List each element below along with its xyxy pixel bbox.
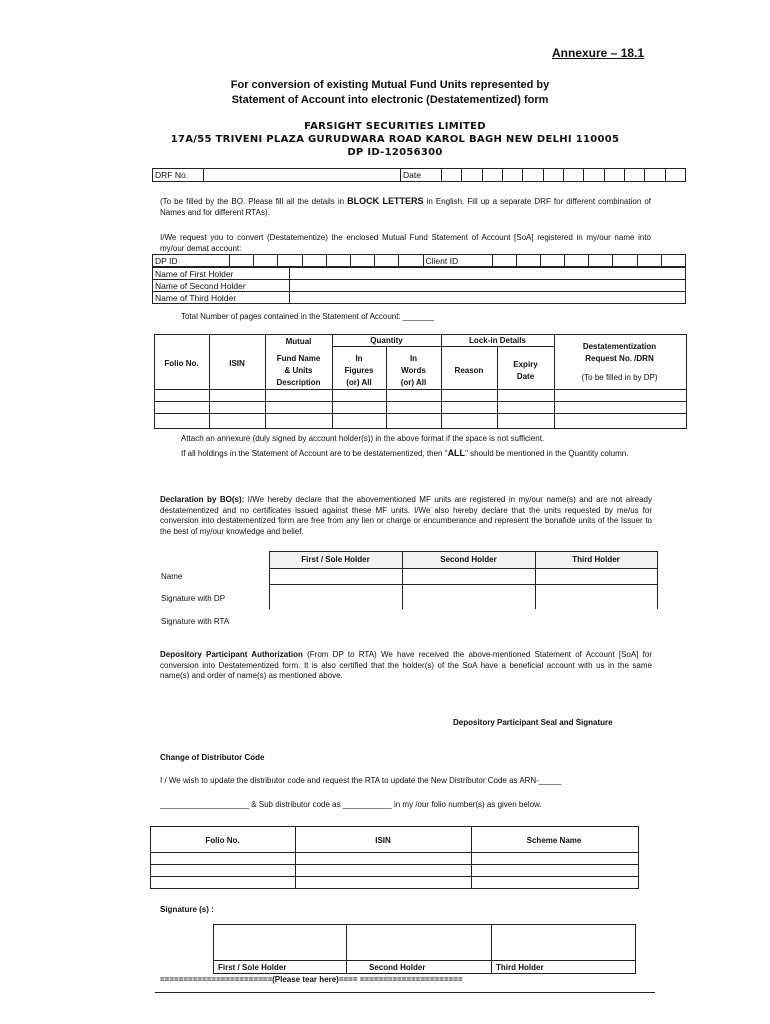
second-holder-field[interactable] [290, 280, 686, 292]
date-box[interactable] [624, 169, 644, 182]
date-box[interactable] [584, 169, 604, 182]
sign-col-first: First / Sole Holder [301, 555, 370, 564]
col-reason: Reason [454, 366, 484, 375]
distributor-heading: Change of Distributor Code [160, 753, 265, 762]
col-figures: Figures [344, 366, 374, 375]
row-sig-dp: Signature with DP [161, 594, 226, 603]
col-destat: Destatementization [582, 342, 657, 351]
client-id-box[interactable] [589, 255, 613, 267]
col-or-all: (or) All [346, 378, 372, 387]
dp-id-label: DP ID [153, 255, 230, 267]
dp-id-box[interactable] [302, 255, 326, 267]
date-box[interactable] [442, 169, 462, 182]
bottom-sign-third: Third Holder [496, 963, 544, 972]
client-id-box[interactable] [492, 255, 516, 267]
client-id-box[interactable] [540, 255, 564, 267]
row-name: Name [161, 572, 183, 581]
client-id-box[interactable] [637, 255, 661, 267]
declaration-text: I/We hereby declare that the abovementioned MF units are registered in my/our name(s) and are not already destatementized and no certificates issued against these MF units. I/We also hereby declare that the units requested by me/us for conversion into destatementized form are free from any lien or charge or encumberance and represent the bonafide units of the Issuer to the best of my/our knowledge and belief. [160, 495, 652, 536]
drf-label: DRF No. [153, 169, 204, 182]
all-note-text-2: " should be mentioned in the Quantity column. [465, 449, 629, 458]
date-box[interactable] [462, 169, 482, 182]
dp-id-box[interactable] [230, 255, 254, 267]
company-address: 17A/55 TRIVENI PLAZA GURUDWARA ROAD KAROL BAGH NEW DELHI 110005 [170, 134, 620, 145]
dp-authorization [160, 650, 652, 682]
declaration [160, 495, 652, 537]
request-text: I/We request you to convert (Destatementize) the enclosed Mutual Fund Statement of Account [SoA] registered in my/our name into my/our demat account: [160, 233, 651, 253]
date-label: Date [401, 169, 442, 182]
client-id-box[interactable] [613, 255, 637, 267]
col-units: & Units [284, 366, 313, 375]
instructions [160, 196, 651, 218]
folio-col-isin: ISIN [375, 836, 391, 845]
col-description: Description [276, 378, 321, 387]
dp-id-box[interactable] [254, 255, 278, 267]
second-holder-label: Name of Second Holder [153, 280, 290, 292]
dp-id-box[interactable] [375, 255, 399, 267]
sign-col-second: Second Holder [440, 555, 497, 564]
col-in-2: In [409, 354, 418, 363]
dp-id-box[interactable] [278, 255, 302, 267]
all-note-text: If all holdings in the Statement of Account are to be destatementized, then " [181, 449, 448, 458]
folio-col-folio: Folio No. [205, 836, 240, 845]
tear-line: ========================(Please tear here)==== ====================== [160, 975, 463, 984]
distributor-line2: ____________________ & Sub distributor code as ___________ in my /our folio number(s) as given below. [160, 800, 542, 809]
drf-row [152, 168, 686, 182]
date-box[interactable] [665, 169, 685, 182]
date-box[interactable] [543, 169, 563, 182]
distributor-line1: I / We wish to update the distributor code and request the RTA to update the New Distributor Code as ARN-_____ [160, 776, 562, 785]
dp-seal-label: Depository Participant Seal and Signature [453, 718, 613, 727]
all-note-bold: ALL [447, 448, 466, 458]
col-fund-name: Fund Name [276, 354, 321, 363]
attach-note: Attach an annexure (duly signed by account holder(s)) in the above format if the space is not sufficient. [181, 434, 545, 443]
row-sig-rta: Signature with RTA [161, 617, 230, 626]
col-request-no: Request No. /DRN [585, 354, 654, 363]
sign-col-third: Third Holder [572, 555, 620, 564]
all-note [181, 448, 651, 459]
date-box[interactable] [523, 169, 543, 182]
company-dp-id: DP ID-12056300 [347, 147, 443, 158]
date-box[interactable] [604, 169, 624, 182]
bottom-sign-second: Second Holder [369, 963, 426, 972]
date-box[interactable] [645, 169, 665, 182]
col-lockin: Lock-in Details [469, 336, 526, 345]
col-words: Words [401, 366, 426, 375]
col-folio: Folio No. [164, 359, 199, 368]
col-filled-by-dp: (To be filled in by DP) [581, 373, 658, 382]
drf-number-field[interactable] [204, 169, 401, 182]
dp-auth-heading: Depository Participant Authorization [160, 650, 303, 659]
company-name: FARSIGHT SECURITIES LIMITED [304, 121, 486, 132]
col-or-all-2: (or) All [400, 378, 427, 387]
dp-id-box[interactable] [326, 255, 350, 267]
date-box[interactable] [502, 169, 522, 182]
client-id-box[interactable] [565, 255, 589, 267]
declaration-heading: Declaration by BO(s): [160, 495, 245, 504]
col-in: In [355, 354, 363, 363]
col-date: Date [516, 372, 535, 381]
dp-client-row [152, 254, 686, 267]
dp-auth-text: (From DP to RTA) We have received the above-mentioned Statement of Account [SoA] for conversion into Destatementized form. It is also certified that the holder(s) of the SoA have a beneficial account with us in the same name(s) and order of name(s) as mentioned above. [160, 650, 652, 680]
date-box[interactable] [563, 169, 583, 182]
col-expiry: Expiry [513, 360, 538, 369]
client-id-box[interactable] [661, 255, 685, 267]
total-pages-text: Total Number of pages contained in the Statement of Account: _______ [181, 312, 435, 321]
date-box[interactable] [482, 169, 502, 182]
third-holder-field[interactable] [290, 292, 686, 304]
form-title-line1: For conversion of existing Mutual Fund Units represented by [230, 79, 550, 91]
col-mutual: Mutual [285, 337, 312, 346]
third-holder-label: Name of Third Holder [153, 292, 290, 304]
form-title-line2: Statement of Account into electronic (Destatementized) form [231, 94, 549, 106]
first-holder-label: Name of First Holder [153, 268, 290, 280]
annexure-label: Annexure – 18.1 [552, 46, 645, 60]
signatures-label: Signature (s) : [160, 905, 214, 914]
instructions-bold: BLOCK LETTERS [347, 196, 424, 206]
instructions-text: (To be filled by the BO. Please fill all the details in [160, 197, 348, 206]
dp-id-box[interactable] [350, 255, 374, 267]
instructions-text-2: in English. Fill up a separate DRF for different combination of Names and for different RTAs). [160, 197, 652, 217]
bottom-sign-first: First / Sole Holder [218, 963, 287, 972]
first-holder-field[interactable] [290, 268, 686, 280]
col-quantity: Quantity [370, 336, 403, 345]
dp-id-box[interactable] [399, 255, 423, 267]
folio-col-scheme: Scheme Name [526, 836, 582, 845]
client-id-label: Client ID [423, 255, 492, 267]
holder-names-table [152, 267, 686, 304]
col-isin: ISIN [229, 359, 245, 368]
bottom-rule [155, 992, 655, 993]
client-id-box[interactable] [516, 255, 540, 267]
